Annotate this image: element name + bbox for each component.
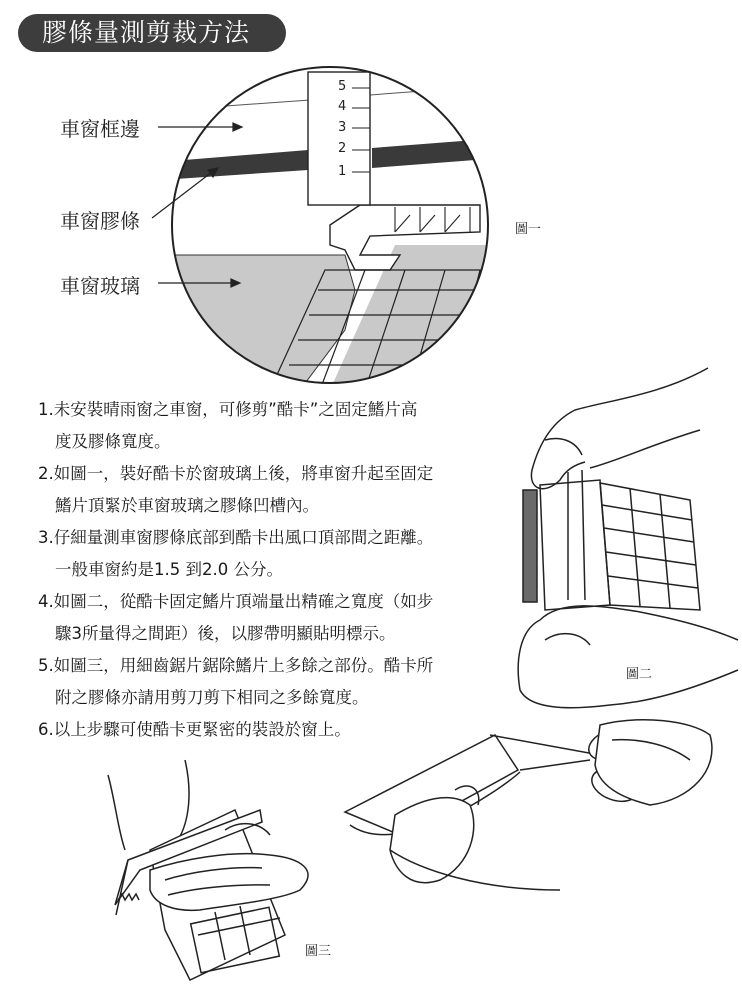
step-6-line-1: 6.以上步驟可使酷卡更緊密的裝設於窗上。 — [38, 720, 351, 739]
step-4 — [38, 586, 433, 650]
step-5-line-1: 5.如圖三，用細齒鋸片鋸除鰭片上多餘之部份。酷卡所 — [38, 656, 434, 675]
page-title: 膠條量測剪裁方法 — [18, 14, 286, 52]
step-1-line-2: 度及膠條寬度。 — [55, 432, 171, 451]
step-1-line-1: 1.未安裝晴雨窗之車窗，可修剪”酷卡”之固定鰭片高 — [38, 400, 418, 419]
ruler-tick-2: 2 — [338, 141, 347, 156]
step-6 — [38, 714, 351, 746]
step-4-line-2: 驟3所量得之間距）後，以膠帶明顯貼明標示。 — [55, 624, 396, 643]
step-3-line-1: 3.仔細量測車窗膠條底部到酷卡出風口頂部間之距離。 — [38, 528, 434, 547]
step-2-line-1: 2.如圖一，裝好酷卡於窗玻璃上後，將車窗升起至固定 — [38, 464, 434, 483]
step-2 — [38, 458, 433, 522]
label-window-strip: 車窗膠條 — [60, 209, 140, 233]
ruler-tick-1: 1 — [338, 164, 347, 179]
figure-2-caption: 圖二 — [626, 667, 653, 682]
figure-1-caption: 圖一 — [515, 222, 542, 237]
step-5 — [38, 650, 433, 714]
step-1 — [38, 394, 417, 458]
figure-3-caption: 圖三 — [305, 944, 332, 959]
label-window-glass: 車窗玻璃 — [60, 274, 140, 298]
step-4-line-1: 4.如圖二，從酷卡固定鰭片頂端量出精確之寬度（如步 — [38, 592, 434, 611]
step-2-line-2: 鰭片頂緊於車窗玻璃之膠條凹槽內。 — [55, 496, 319, 515]
step-5-line-2: 附之膠條亦請用剪刀剪下相同之多餘寬度。 — [55, 688, 369, 707]
step-3 — [38, 522, 433, 586]
ruler-tick-3: 3 — [338, 120, 347, 135]
ruler-tick-5: 5 — [338, 79, 347, 94]
step-3-line-2: 一般車窗約是1.5 到2.0 公分。 — [55, 560, 283, 579]
label-window-frame: 車窗框邊 — [60, 117, 140, 141]
ruler-tick-4: 4 — [338, 99, 347, 114]
